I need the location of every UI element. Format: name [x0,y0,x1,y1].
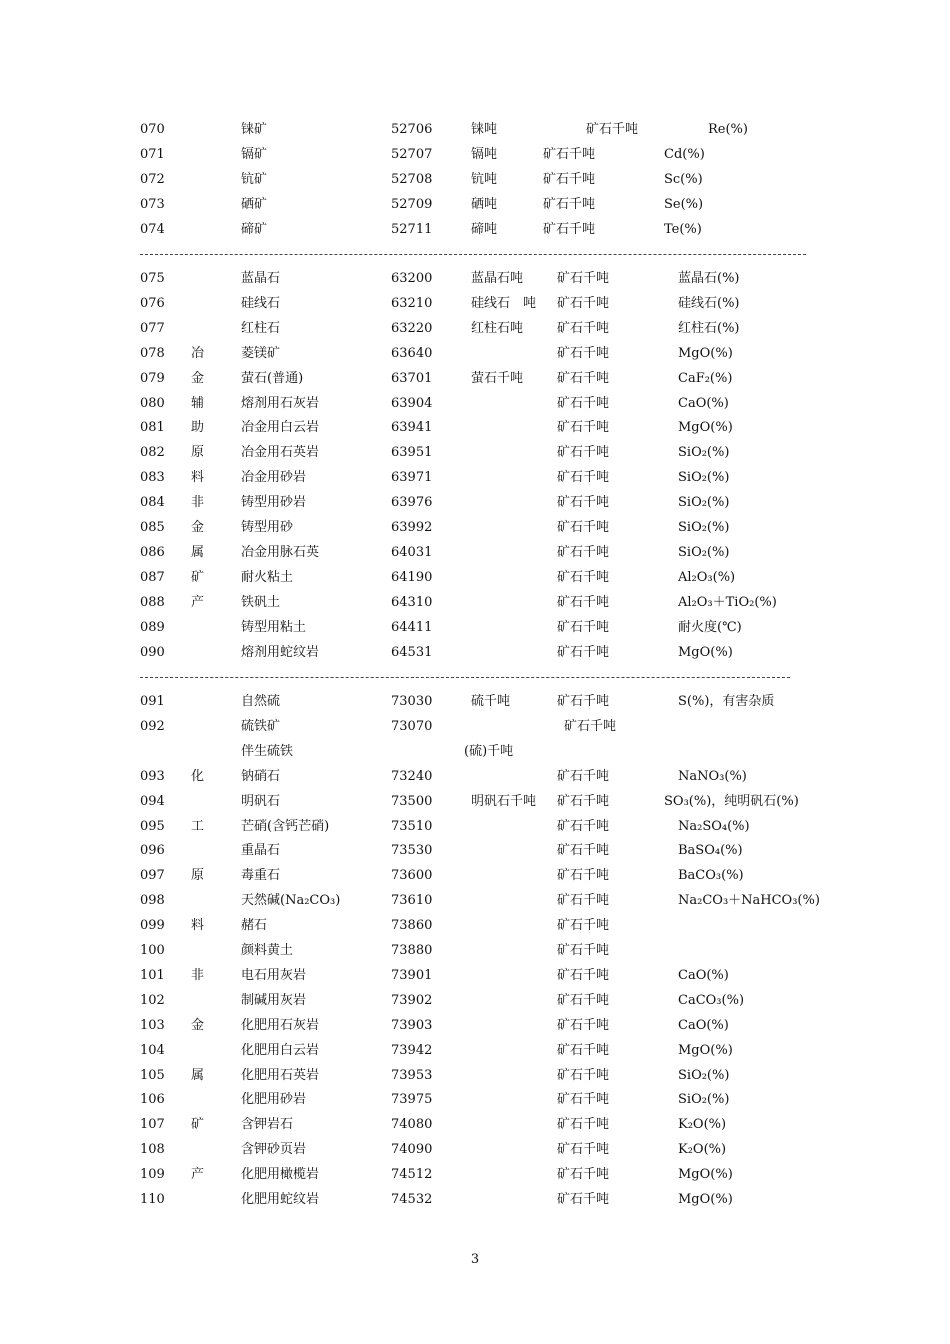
row-number: 070 [140,122,165,137]
ore-unit: 矿石千吨 [557,544,610,560]
category-char: 料 [191,918,205,934]
grade-indicator: Al₂O₃(%) [678,569,736,585]
grade-indicator: 耐火度(℃) [678,619,742,635]
table-row [0,1016,950,1040]
mineral-code: 52709 [391,196,433,212]
ore-unit: 矿石千吨 [557,594,610,610]
resource-unit: (硫)千吨 [464,743,514,759]
row-number: 099 [140,918,165,934]
table-row [0,195,950,219]
ore-unit: 矿石千吨 [564,718,617,734]
mineral-code: 74090 [391,1142,433,1158]
row-number: 095 [140,818,165,834]
mineral-code: 73530 [391,843,433,859]
table-row [0,1165,950,1189]
mineral-code: 63200 [391,271,433,286]
ore-unit: 矿石千吨 [557,345,610,361]
ore-unit: 矿石千吨 [543,221,596,237]
ore-unit: 矿石千吨 [557,495,610,511]
table-row [0,1066,950,1090]
grade-indicator: SiO₂(%) [678,1092,730,1108]
mineral-name: 电石用灰岩 [241,967,307,983]
row-number: 074 [140,221,165,237]
mineral-code: 74080 [391,1117,433,1133]
grade-indicator: SiO₂(%) [678,495,730,511]
mineral-name: 熔剂用石灰岩 [241,395,320,411]
row-number: 096 [140,843,165,859]
mineral-name: 铸型用砂岩 [241,495,307,511]
ore-unit: 矿石千吨 [557,793,610,809]
ore-unit: 矿石千吨 [557,1142,610,1158]
mineral-code: 73240 [391,768,433,784]
category-char: 金 [191,520,205,535]
mineral-name: 冶金用砂岩 [241,470,307,486]
ore-unit: 矿石千吨 [557,520,610,535]
ore-unit: 矿石千吨 [557,868,610,884]
category-char: 化 [191,768,205,784]
table-row [0,991,950,1015]
ore-unit: 矿石千吨 [557,992,610,1008]
grade-indicator: 蓝晶石(%) [678,271,740,286]
table-row [0,1140,950,1164]
mineral-name: 化肥用橄榄岩 [241,1167,320,1183]
row-number: 084 [140,495,165,511]
row-number: 086 [140,544,165,560]
grade-indicator: SiO₂(%) [678,544,730,560]
table-row [0,493,950,517]
category-char: 产 [191,594,205,610]
grade-indicator: CaO(%) [678,1017,729,1033]
ore-unit: 矿石千吨 [543,196,596,212]
row-number: 076 [140,295,165,311]
ore-unit: 矿石千吨 [557,943,610,958]
mineral-name: 重晶石 [241,843,281,859]
grade-indicator: NaNO₃(%) [678,768,747,784]
row-number: 101 [140,967,165,983]
mineral-code: 73510 [391,818,433,834]
ore-unit: 矿石千吨 [557,1117,610,1133]
ore-unit: 矿石千吨 [557,470,610,486]
mineral-name: 镉矿 [241,146,268,162]
table-row [0,593,950,617]
mineral-code: 73070 [391,718,433,734]
grade-indicator: K₂O(%) [678,1142,727,1158]
mineral-name: 含钾砂页岩 [241,1142,307,1158]
mineral-code: 74512 [391,1167,433,1183]
grade-indicator: K₂O(%) [678,1117,727,1133]
ore-unit: 矿石千吨 [557,420,610,436]
ore-unit: 矿石千吨 [557,1067,610,1083]
mineral-name: 化肥用蛇纹岩 [241,1192,320,1207]
ore-unit: 矿石千吨 [557,818,610,834]
grade-indicator: MgO(%) [678,345,733,361]
mineral-name: 硒矿 [241,196,268,212]
grade-indicator: SiO₂(%) [678,470,730,486]
ore-unit: 矿石千吨 [557,1042,610,1058]
mineral-name: 化肥用白云岩 [241,1042,320,1058]
mineral-code: 64190 [391,569,433,585]
ore-unit: 矿石千吨 [557,320,610,336]
ore-unit: 矿石千吨 [557,967,610,983]
ore-unit: 矿石千吨 [557,1092,610,1108]
table-row [0,120,950,144]
grade-indicator: 硅线石(%) [678,295,740,311]
ore-unit: 矿石千吨 [586,122,639,137]
mineral-name: 芒硝(含钙芒硝) [241,818,330,834]
mineral-code: 73880 [391,943,433,958]
category-char: 原 [191,445,205,461]
ore-unit: 矿石千吨 [557,768,610,784]
table-row [0,916,950,940]
mineral-code: 73975 [391,1092,433,1108]
category-char: 属 [191,1067,205,1083]
table-row [0,692,950,716]
row-number: 082 [140,445,165,461]
row-number: 097 [140,868,165,884]
grade-indicator: SiO₂(%) [678,1067,730,1083]
mineral-code: 73903 [391,1017,433,1033]
category-char: 属 [191,544,205,560]
category-char: 产 [191,1167,205,1183]
row-number: 093 [140,768,165,784]
mineral-name: 蓝晶石 [241,271,281,286]
mineral-code: 63941 [391,420,433,436]
table-row [0,518,950,542]
resource-unit: 红柱石吨 [471,320,524,336]
row-number: 100 [140,943,165,958]
section-separator [140,254,806,255]
mineral-code: 73610 [391,893,433,909]
resource-unit: 镉吨 [471,146,498,162]
grade-indicator: Cd(%) [664,146,705,162]
mineral-code: 64310 [391,594,433,610]
table-row [0,1041,950,1065]
ore-unit: 矿石千吨 [543,171,596,187]
mineral-name: 硅线石 [241,295,281,311]
grade-indicator: Na₂CO₃＋NaHCO₃(%) [678,893,820,909]
grade-indicator: Te(%) [664,221,702,237]
table-row [0,1090,950,1114]
mineral-name: 萤石(普通) [241,370,304,386]
mineral-name: 铸型用砂 [241,520,294,535]
section-separator [140,677,790,678]
ore-unit: 矿石千吨 [557,295,610,311]
resource-unit: 硒吨 [471,196,498,212]
grade-indicator: Na₂SO₄(%) [678,818,750,834]
mineral-code: 74532 [391,1192,433,1207]
grade-indicator: Al₂O₃＋TiO₂(%) [678,594,777,610]
table-row [0,319,950,343]
mineral-code: 52706 [391,122,433,137]
mineral-name: 冶金用白云岩 [241,420,320,436]
mineral-code: 52707 [391,146,433,162]
ore-unit: 矿石千吨 [557,694,610,709]
row-number: 094 [140,793,165,809]
mineral-code: 73500 [391,793,433,809]
grade-indicator: MgO(%) [678,420,733,436]
category-char: 辅 [191,395,205,411]
table-row [0,344,950,368]
row-number: 071 [140,146,165,162]
mineral-code: 63992 [391,520,433,535]
mineral-code: 64031 [391,544,433,560]
table-row [0,767,950,791]
ore-unit: 矿石千吨 [557,370,610,386]
row-number: 081 [140,420,165,436]
resource-unit: 碲吨 [471,221,498,237]
ore-unit: 矿石千吨 [557,1017,610,1033]
category-char: 料 [191,470,205,486]
row-number: 083 [140,470,165,486]
mineral-name: 冶金用石英岩 [241,445,320,461]
category-char: 助 [191,420,205,436]
mineral-name: 碲矿 [241,221,268,237]
mineral-code: 63640 [391,345,433,361]
row-number: 079 [140,370,165,386]
resource-unit: 铼吨 [471,122,498,137]
mineral-code: 52711 [391,221,433,237]
ore-unit: 矿石千吨 [557,843,610,859]
table-row [0,170,950,194]
mineral-name: 自然硫 [241,694,281,709]
mineral-name: 明矾石 [241,793,281,809]
ore-unit: 矿石千吨 [557,395,610,411]
resource-unit: 蓝晶石吨 [471,271,524,286]
category-char: 非 [191,967,205,983]
mineral-code: 63976 [391,495,433,511]
mineral-code: 63701 [391,370,433,386]
grade-indicator: MgO(%) [678,1192,733,1207]
table-row [0,941,950,965]
grade-indicator: CaO(%) [678,395,729,411]
mineral-code: 73030 [391,694,433,709]
category-char: 工 [191,818,205,834]
mineral-code: 73902 [391,992,433,1008]
grade-indicator: MgO(%) [678,644,733,660]
ore-unit: 矿石千吨 [557,445,610,461]
mineral-name: 铁矾土 [241,594,281,610]
resource-unit: 明矾石千吨 [471,793,537,809]
category-char: 金 [191,1017,205,1033]
grade-indicator: 红柱石(%) [678,320,740,336]
table-row [0,742,950,766]
mineral-name: 化肥用砂岩 [241,1092,307,1108]
table-row [0,618,950,642]
row-number: 106 [140,1092,165,1108]
row-number: 103 [140,1017,165,1033]
ore-unit: 矿石千吨 [557,1167,610,1183]
category-char: 矿 [191,569,205,585]
mineral-name: 化肥用石灰岩 [241,1017,320,1033]
mineral-name: 铼矿 [241,122,268,137]
row-number: 078 [140,345,165,361]
mineral-name: 钠硝石 [241,768,281,784]
ore-unit: 矿石千吨 [557,644,610,660]
mineral-name: 天然碱(Na₂CO₃) [241,893,341,909]
table-row [0,841,950,865]
mineral-name: 熔剂用蛇纹岩 [241,644,320,660]
grade-indicator: Sc(%) [664,171,703,187]
mineral-name: 颜料黄土 [241,943,294,958]
grade-indicator: BaCO₃(%) [678,868,744,884]
mineral-code: 63904 [391,395,433,411]
mineral-code: 64411 [391,619,433,635]
row-number: 092 [140,718,165,734]
resource-unit: 钪吨 [471,171,498,187]
mineral-code: 73901 [391,967,433,983]
ore-unit: 矿石千吨 [557,271,610,286]
table-row [0,369,950,393]
row-number: 077 [140,320,165,336]
category-char: 冶 [191,345,205,361]
table-row [0,543,950,567]
mineral-name: 红柱石 [241,320,281,336]
mineral-name: 耐火粘土 [241,569,294,585]
page-number: 3 [470,1252,480,1267]
mineral-code: 73942 [391,1042,433,1058]
row-number: 085 [140,520,165,535]
mineral-name: 菱镁矿 [241,345,281,361]
mineral-name: 赭石 [241,918,268,934]
resource-unit: 萤石千吨 [471,370,524,386]
category-char: 金 [191,370,205,386]
grade-indicator: S(%)，有害杂质 [678,694,775,709]
table-row [0,817,950,841]
row-number: 080 [140,395,165,411]
resource-unit: 硅线石 吨 [471,295,537,311]
table-row [0,643,950,667]
mineral-code: 64531 [391,644,433,660]
grade-indicator: MgO(%) [678,1167,733,1183]
mineral-name: 钪矿 [241,171,268,187]
mineral-name: 冶金用脉石英 [241,544,320,560]
table-row [0,418,950,442]
grade-indicator: SiO₂(%) [678,520,730,535]
table-row [0,891,950,915]
row-number: 091 [140,694,165,709]
mineral-code: 73600 [391,868,433,884]
table-row [0,145,950,169]
mineral-code: 63951 [391,445,433,461]
row-number: 105 [140,1067,165,1083]
row-number: 108 [140,1142,165,1158]
grade-indicator: CaF₂(%) [678,370,733,386]
mineral-code: 73860 [391,918,433,934]
row-number: 087 [140,569,165,585]
table-row [0,394,950,418]
mineral-name: 化肥用石英岩 [241,1067,320,1083]
grade-indicator: MgO(%) [678,1042,733,1058]
row-number: 110 [140,1192,165,1207]
row-number: 088 [140,594,165,610]
ore-unit: 矿石千吨 [557,619,610,635]
row-number: 107 [140,1117,165,1133]
mineral-code: 63220 [391,320,433,336]
grade-indicator: CaO(%) [678,967,729,983]
grade-indicator: Se(%) [664,196,704,212]
table-row [0,294,950,318]
table-row [0,966,950,990]
ore-unit: 矿石千吨 [543,146,596,162]
table-row [0,717,950,741]
ore-unit: 矿石千吨 [557,569,610,585]
ore-unit: 矿石千吨 [557,1192,610,1207]
mineral-name: 伴生硫铁 [241,743,294,759]
table-row [0,468,950,492]
mineral-name: 硫铁矿 [241,718,281,734]
ore-unit: 矿石千吨 [557,918,610,934]
row-number: 089 [140,619,165,635]
row-number: 104 [140,1042,165,1058]
row-number: 072 [140,171,165,187]
row-number: 098 [140,893,165,909]
mineral-code: 73953 [391,1067,433,1083]
mineral-code: 63971 [391,470,433,486]
row-number: 073 [140,196,165,212]
mineral-name: 含钾岩石 [241,1117,294,1133]
mineral-code: 52708 [391,171,433,187]
grade-indicator: BaSO₄(%) [678,843,743,859]
resource-unit: 硫千吨 [471,694,511,709]
ore-unit: 矿石千吨 [557,893,610,909]
table-row [0,443,950,467]
mineral-name: 制碱用灰岩 [241,992,307,1008]
table-row [0,568,950,592]
table-row [0,220,950,244]
grade-indicator: SiO₂(%) [678,445,730,461]
grade-indicator: Re(%) [708,122,748,137]
row-number: 109 [140,1167,165,1183]
category-char: 原 [191,868,205,884]
row-number: 090 [140,644,165,660]
category-char: 非 [191,495,205,511]
table-row [0,1115,950,1139]
grade-indicator: CaCO₃(%) [678,992,745,1008]
table-row [0,1190,950,1214]
mineral-name: 铸型用粘土 [241,619,307,635]
mineral-code: 63210 [391,295,433,311]
table-row [0,866,950,890]
mineral-name: 毒重石 [241,868,281,884]
grade-indicator: SO₃(%)，纯明矾石(%) [664,793,799,809]
table-row [0,269,950,293]
category-char: 矿 [191,1117,205,1133]
row-number: 102 [140,992,165,1008]
row-number: 075 [140,271,165,286]
table-row [0,792,950,816]
